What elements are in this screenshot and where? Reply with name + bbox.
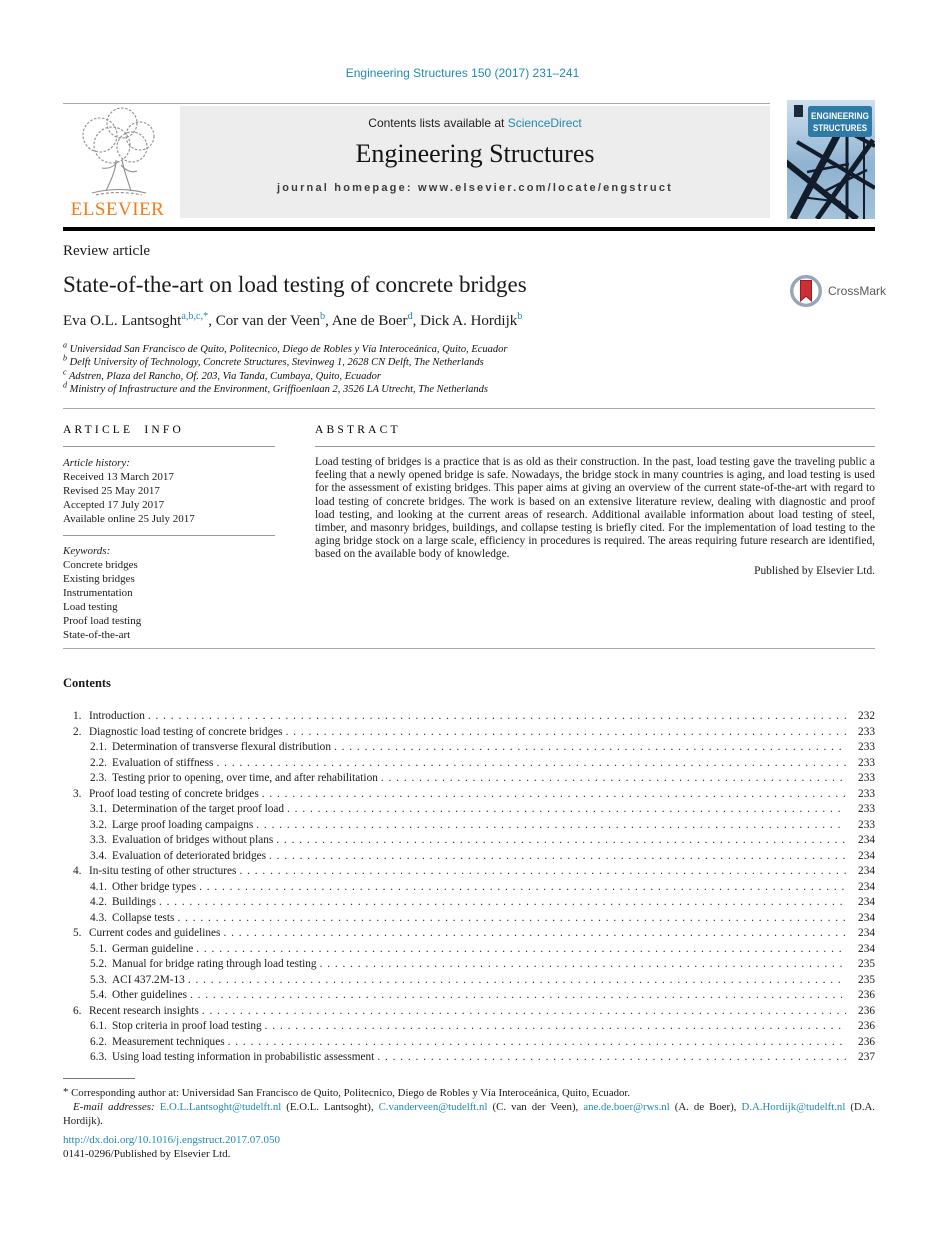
toc-page-number: 236	[858, 989, 875, 1001]
page-footer	[63, 1133, 280, 1161]
toc-entry[interactable]	[63, 880, 875, 896]
toc-label: Determination of the target proof load	[112, 803, 285, 815]
issn-line: 0141-0296/Published by Elsevier Ltd.	[63, 1148, 231, 1160]
toc-dot-leader	[148, 709, 846, 725]
toc-number: 6.2.	[90, 1035, 107, 1048]
email-link[interactable]: ane.de.boer@rws.nl	[583, 1101, 670, 1113]
toc-page-number: 233	[858, 756, 875, 769]
abstract-bottom-divider	[63, 648, 875, 649]
toc-dot-leader	[276, 833, 846, 849]
divider	[315, 446, 875, 447]
toc-dot-leader	[287, 802, 846, 818]
history-line: Accepted 17 July 2017	[63, 499, 165, 511]
abstract-column	[315, 424, 875, 577]
affiliation-line: $^c$ Adstren, Plaza del Rancho, Of. 203, Via Tanda, Cumbaya, Quito, Ecuador	[63, 367, 381, 382]
keyword-line: Concrete bridges	[63, 559, 138, 571]
toc-entry[interactable]	[63, 911, 875, 927]
toc-entry[interactable]	[63, 787, 875, 803]
toc-number: 2.	[73, 725, 82, 738]
toc-dot-leader	[202, 1004, 846, 1020]
cover-title-line1: ENGINEERING	[811, 111, 869, 121]
journal-banner	[180, 106, 770, 218]
toc-dot-leader	[159, 895, 846, 911]
toc-number: 3.2.	[90, 818, 107, 831]
contents-section	[63, 676, 875, 1066]
author-affiliation-sup: b	[319, 311, 326, 322]
toc-dot-leader	[262, 787, 846, 803]
toc-label: ACI 437.2M-13	[112, 973, 185, 986]
toc-dot-leader	[286, 725, 846, 741]
affiliation-sup: b	[63, 353, 67, 363]
journal-citation: Engineering Structures 150 (2017) 231–241	[345, 66, 580, 80]
header-top-divider	[63, 103, 770, 104]
journal-cover-thumbnail	[787, 100, 875, 219]
author-name: Cor van der Veen	[215, 313, 320, 329]
toc-entry[interactable]	[63, 864, 875, 880]
toc-dot-leader	[228, 1035, 846, 1051]
toc-label: Proof load testing of concrete bridges	[89, 787, 259, 800]
toc-number: 3.	[73, 787, 82, 800]
divider	[63, 535, 275, 536]
email-label: E-mail addresses:	[73, 1101, 155, 1113]
toc-number: 5.3.	[90, 973, 107, 986]
toc-number: 3.3.	[90, 834, 107, 846]
toc-list	[63, 709, 875, 1066]
toc-label: Recent research insights	[89, 1004, 199, 1017]
history-line: Available online 25 July 2017	[63, 513, 195, 525]
toc-number: 5.4.	[90, 989, 107, 1001]
divider	[63, 446, 275, 447]
corresponding-author-note	[63, 1086, 875, 1100]
journal-title: Engineering Structures	[355, 139, 595, 168]
toc-number: 3.1.	[90, 803, 107, 815]
toc-number: 2.2.	[90, 756, 107, 769]
toc-number: 6.	[73, 1004, 82, 1017]
toc-dot-leader	[381, 771, 846, 787]
toc-number: 2.1.	[90, 741, 107, 753]
toc-page-number: 233	[858, 741, 875, 753]
author-list: Eva O.L. Lantsoght$^{a,b,c,*}$, Cor van der Veen$^b$, Ane de Boer$^d$, Dick A. Hordijk$^b$	[63, 311, 523, 329]
elsevier-logo	[60, 105, 175, 220]
toc-page-number: 235	[858, 973, 875, 986]
affiliation-sup: c	[63, 367, 67, 377]
toc-label: Buildings	[112, 896, 156, 908]
toc-label: Determination of transverse flexural distribution	[112, 741, 331, 753]
toc-page-number: 236	[858, 1035, 875, 1048]
toc-dot-leader	[190, 988, 846, 1004]
journal-homepage-link[interactable]: journal homepage: www.elsevier.com/locate/engstruct	[276, 182, 674, 194]
toc-page-number: 235	[858, 958, 875, 970]
toc-entry[interactable]	[63, 849, 875, 865]
toc-entry[interactable]	[63, 988, 875, 1004]
toc-entry[interactable]	[63, 926, 875, 942]
toc-page-number: 233	[858, 818, 875, 831]
toc-number: 4.3.	[90, 911, 107, 924]
toc-entry[interactable]	[63, 740, 875, 756]
contents-heading: Contents	[63, 676, 111, 690]
affiliation-list	[63, 340, 773, 397]
toc-dot-leader	[196, 942, 846, 958]
cover-title-line2: STRUCTURES	[813, 123, 867, 133]
keywords-label: Keywords:	[63, 545, 111, 557]
toc-number: 2.3.	[90, 772, 107, 784]
toc-label: Other bridge types	[112, 880, 197, 893]
toc-dot-leader	[334, 740, 846, 756]
toc-page-number: 233	[858, 725, 875, 738]
toc-dot-leader	[199, 880, 846, 896]
toc-label: German guideline	[112, 942, 194, 955]
affiliation-sup: a	[63, 340, 67, 350]
toc-dot-leader	[320, 957, 846, 973]
toc-page-number: 234	[858, 865, 875, 877]
toc-page-number: 234	[858, 911, 875, 924]
sciencedirect-link[interactable]: ScienceDirect	[507, 116, 582, 130]
toc-number: 5.1.	[90, 942, 107, 955]
affiliation-line: $^a$ Universidad San Francisco de Quito, Politecnico, Diego de Robles y Vía Interoceánica, Quito, Ecuador	[63, 340, 508, 355]
toc-entry[interactable]	[63, 818, 875, 834]
crossmark-icon	[789, 274, 823, 308]
toc-page-number: 234	[858, 896, 875, 908]
toc-page-number: 232	[858, 710, 875, 722]
toc-label: Collapse tests	[112, 911, 175, 924]
affiliation-sup: d	[63, 380, 67, 390]
contents-available-line	[180, 106, 770, 130]
toc-label: Testing prior to opening, over time, and after rehabilitation	[112, 772, 378, 784]
toc-label: Measurement techniques	[112, 1035, 225, 1048]
toc-page-number: 234	[858, 942, 875, 955]
toc-page-number: 233	[858, 772, 875, 784]
header-bottom-bar	[63, 227, 875, 231]
toc-label: Other guidelines	[112, 989, 187, 1001]
toc-label: Large proof loading campaigns	[112, 818, 254, 831]
keyword-line: Proof load testing	[63, 615, 142, 627]
history-line: Revised 25 May 2017	[63, 485, 160, 497]
keyword-line: Instrumentation	[63, 587, 133, 599]
toc-page-number: 233	[858, 787, 875, 800]
toc-dot-leader	[177, 911, 846, 927]
author-name: Ane de Boer	[331, 313, 408, 329]
toc-dot-leader	[256, 818, 846, 834]
toc-number: 5.	[73, 927, 82, 939]
abstract-text: Load testing of bridges is a practice that is as old as their construction. In the past, load testing gave the traveling public a feeling that a newly opened bridge is safe. Nowadays, the bridge stock in many countries is aging, and load testing is used for the assessment of existing bridges. This paper aims at giving an overview of the current state-of-the-art with regard to load testing of concrete bridges. The work is based on an extensive literature review, dealing with diagnostic and proof load testing, and looking at the current areas of research. Additional available information about load testing of steel, timber, and masonry bridges, buildings, and collapse testing is briefly cited. For the implementation of load testing to the aging bridge stock on a large scale, efficiency in procedures is required. The areas requiring future research are identified, based on the available body of knowledge.	[315, 456, 875, 561]
article-header	[63, 243, 773, 397]
toc-number: 1.	[73, 710, 82, 722]
toc-entry[interactable]	[63, 1019, 875, 1035]
toc-label: Current codes and guidelines	[89, 927, 221, 939]
toc-label: Evaluation of deteriorated bridges	[112, 849, 267, 862]
toc-page-number: 236	[858, 1004, 875, 1017]
crossmark-label: CrossMark	[828, 284, 887, 298]
toc-page-number: 234	[858, 834, 875, 846]
crossmark-badge[interactable]	[789, 274, 886, 308]
keyword-list	[63, 558, 275, 642]
toc-dot-leader	[188, 973, 846, 989]
affiliation-line: $^b$ Delft University of Technology, Concrete Structures, Stevinweg 1, 2628 CN Delft, The Netherlands	[63, 353, 484, 369]
email-link[interactable]: C.vanderveen@tudelft.nl	[378, 1101, 488, 1113]
toc-label: Introduction	[89, 710, 145, 722]
elsevier-tree-icon	[66, 105, 170, 197]
toc-label: Stop criteria in proof load testing	[112, 1020, 262, 1032]
toc-dot-leader	[239, 864, 846, 880]
cover-mini-logo	[794, 105, 803, 117]
article-info-column	[63, 424, 275, 642]
footnote-divider	[63, 1078, 135, 1079]
toc-dot-leader	[223, 926, 846, 942]
toc-page-number: 236	[858, 1020, 875, 1032]
toc-number: 6.1.	[90, 1020, 107, 1032]
toc-entry[interactable]	[63, 942, 875, 958]
corresponding-author-text: Corresponding author at: Universidad San Francisco de Quito, Politecnico, Diego de Robles y Vía Interoceánica, Quito, Ecuador.	[71, 1087, 631, 1099]
author-affiliation-sup: a,b,c,*	[181, 311, 209, 322]
article-title: State-of-the-art on load testing of concrete bridges	[63, 272, 527, 297]
keyword-line: Existing bridges	[63, 573, 135, 585]
toc-number: 5.2.	[90, 958, 107, 970]
keyword-line: Load testing	[63, 601, 118, 613]
toc-entry[interactable]	[63, 756, 875, 772]
toc-label: Evaluation of stiffness	[112, 756, 214, 769]
author-affiliation-sup: b	[517, 311, 523, 322]
toc-number: 6.3.	[90, 1051, 107, 1063]
contents-available-text: Contents lists available at	[368, 116, 508, 130]
toc-entry[interactable]	[63, 1050, 875, 1066]
toc-label: Evaluation of bridges without plans	[112, 834, 274, 846]
toc-entry[interactable]	[63, 709, 875, 725]
history-label: Article history:	[63, 457, 130, 469]
elsevier-wordmark: ELSEVIER	[70, 199, 165, 220]
toc-label: Using load testing information in probabilistic assessment	[112, 1051, 375, 1063]
toc-dot-leader	[377, 1050, 846, 1066]
toc-dot-leader	[269, 849, 846, 865]
article-info-heading: ARTICLE INFO	[63, 424, 184, 436]
email-link[interactable]: D.A.Hordijk@tudelft.nl	[741, 1101, 846, 1113]
abstract-heading: ABSTRACT	[315, 424, 401, 436]
toc-number: 3.4.	[90, 849, 107, 862]
toc-entry[interactable]	[63, 833, 875, 849]
toc-entry[interactable]	[63, 771, 875, 787]
toc-dot-leader	[265, 1019, 846, 1035]
toc-page-number: 234	[858, 927, 875, 939]
toc-label: Diagnostic load testing of concrete bridges	[89, 725, 283, 738]
footnote	[63, 1078, 875, 1128]
keyword-line: State-of-the-art	[63, 629, 131, 641]
toc-label: In-situ testing of other structures	[89, 865, 237, 877]
email-link[interactable]: E.O.L.Lantsoght@tudelft.nl	[159, 1101, 282, 1113]
history-line: Received 13 March 2017	[63, 471, 174, 483]
toc-entry[interactable]	[63, 1004, 875, 1020]
author-name: Dick A. Hordijk	[420, 313, 518, 329]
article-type: Review article	[63, 243, 151, 259]
toc-page-number: 234	[858, 849, 875, 862]
publisher-note: Published by Elsevier Ltd.	[754, 564, 875, 577]
toc-number: 4.2.	[90, 896, 107, 908]
toc-entry[interactable]	[63, 725, 875, 741]
history-list	[63, 470, 275, 526]
toc-page-number: 234	[858, 880, 875, 893]
footnote-marker: *	[63, 1086, 69, 1098]
author-affiliation-sup: d	[407, 311, 413, 322]
toc-label: Manual for bridge rating through load testing	[112, 958, 317, 970]
toc-entry[interactable]	[63, 973, 875, 989]
toc-entry[interactable]	[63, 1035, 875, 1051]
toc-number: 4.	[73, 865, 82, 877]
doi-link[interactable]: http://dx.doi.org/10.1016/j.engstruct.2017.07.050	[63, 1134, 281, 1146]
toc-page-number: 237	[858, 1051, 875, 1063]
email-addresses: E-mail addresses: E.O.L.Lantsoght@tudelft.nl (E.O.L. Lantsoght), C.vanderveen@tudelft.nl (C. van der Veen), ane.de.boer@rws.nl (A. de Boer), D.A.Hordijk@tudelft.nl (D.A. Hordijk).	[63, 1101, 875, 1127]
toc-entry[interactable]	[63, 802, 875, 818]
info-top-divider	[63, 408, 875, 409]
affiliation-line: $^d$ Ministry of Infrastructure and the Environment, Griffioenlaan 2, 3526 LA Utrecht, The Netherlands	[63, 380, 488, 396]
toc-entry[interactable]	[63, 895, 875, 911]
toc-entry[interactable]	[63, 957, 875, 973]
author-name: Eva O.L. Lantsoght	[63, 313, 182, 329]
toc-dot-leader	[216, 756, 846, 772]
toc-number: 4.1.	[90, 880, 107, 893]
toc-page-number: 233	[858, 803, 875, 815]
